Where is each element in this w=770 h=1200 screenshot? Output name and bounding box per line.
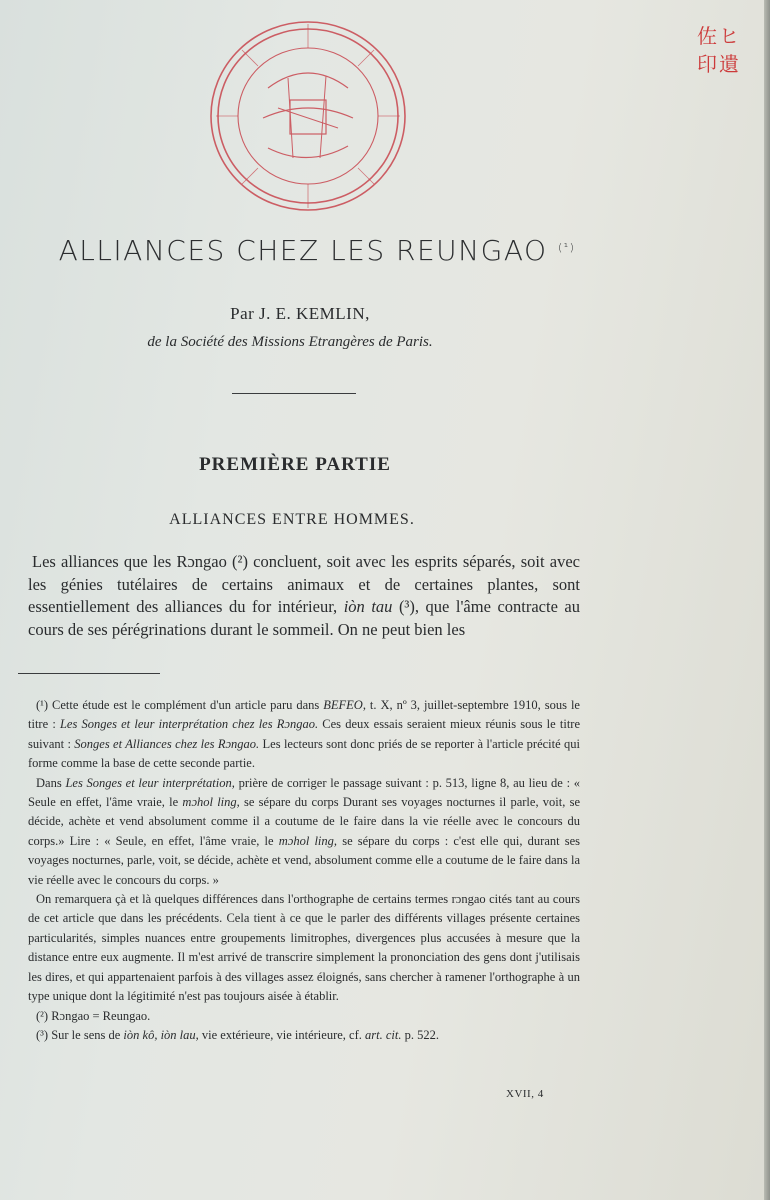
author-affiliation: de la Société des Missions Etrangères de Paris. bbox=[147, 334, 433, 350]
article-title-text: ALLIANCES CHEZ LES REUNGAO bbox=[58, 234, 548, 267]
printer-signature: XVII, 4 bbox=[506, 1088, 544, 1100]
footnote-italic: BEFEO bbox=[323, 698, 363, 712]
author-line: Par J. E. KEMLIN, bbox=[230, 304, 370, 323]
footnote-italic: Les Songes et leur interprétation, bbox=[65, 775, 235, 790]
footnote-text: se sépare du corps Durant ses voyages nocturnes il parle, voit, se décide, achète et vend absolument comme il a coutume de le faire dans la vie réelle avec le concours du corps.» Lire : « Seule, en effet, l'âme vraie, le bbox=[28, 795, 581, 848]
footnote-text: Ces deux essais seraient mieux réunis sous le titre suivant : bbox=[28, 717, 581, 751]
title-divider bbox=[232, 393, 356, 394]
footnote-italic: Les Songes et leur interprétation chez les Rɔngao. bbox=[59, 717, 319, 732]
page-edge-shadow bbox=[764, 0, 770, 1200]
footnote-text: (³) Sur le sens de bbox=[36, 1027, 121, 1042]
part-heading: PREMIÈRE PARTIE bbox=[199, 454, 391, 475]
footnote-text: vie extérieure, vie intérieure, cf. bbox=[201, 1027, 362, 1042]
stamp-line-2: 印遺 bbox=[697, 52, 741, 76]
footnote-italic: Songes et Alliances chez les Rɔngao. bbox=[74, 736, 260, 751]
footnote-italic: mɔhol ling, bbox=[278, 833, 338, 848]
footnote-text: se sépare du corps : c'est elle qui, durant ses voyages nocturnes, parle, voit, se décide, achète et vend, absolument comme elle a coutume de le faire dans la vie réelle avec le concours du corps. » bbox=[28, 833, 581, 887]
footnote-3 bbox=[28, 1026, 580, 1045]
red-ownership-stamp bbox=[686, 22, 752, 82]
footnotes bbox=[28, 696, 580, 1045]
body-term-ion-tau: iòn tau bbox=[343, 597, 393, 616]
footnote-text: , t. X, nº 3, juillet-septembre 1910, sous le titre : bbox=[28, 698, 580, 732]
footnote-text: p. 522. bbox=[404, 1027, 439, 1042]
body-paragraph bbox=[28, 551, 580, 641]
red-library-seal bbox=[208, 18, 408, 214]
body-text-1: Les alliances que les Rɔngao (²) concluent, soit avec les esprits séparés, soit avec les génies tutélaires de certains animaux et de certaines plantes, sont essentiellement des alliances du for intérieur, bbox=[28, 552, 580, 616]
footnote-text: prière de corriger le passage suivant : p. 513, ligne 8, au lieu de : « Seule en effet, l'âme vraie, le bbox=[28, 775, 581, 810]
footnote-italic: mɔhol ling, bbox=[182, 795, 240, 810]
stamp-line-1: 佐ヒ bbox=[697, 24, 741, 48]
footnote-text: Les lecteurs sont donc priés de se reporter à l'article précité qui forme comme la base de cette seconde partie. bbox=[28, 736, 581, 771]
footnote-text: (¹) Cette étude est le complément d'un article paru dans bbox=[36, 698, 320, 712]
footnote-divider bbox=[18, 673, 160, 674]
body-text-2: (³), que l'âme contracte au cours de ses pérégrinations durant le sommeil. On ne peut bien les bbox=[28, 597, 581, 639]
footnote-1-paragraph-3: On remarquera çà et là quelques différences dans l'orthographe de certains termes rɔngao cités tant au cours de cet article que dans les précédents. Cela tient à ce que le parler des différents villages présente certaines particularités, simples nuances entre groupements limitrophes, divergences plus accusées à mesure que la distance entre eux augmente. Il m'est arrivé de transcrire simplement la prononciation des gens dont j'utilisais les dires, et qui appartenaient parfois à des villages assez éloignés, sans chercher à ramener l'orthographe à un type unique dont la légitimité n'est pas toujours aisée à établir. bbox=[28, 892, 580, 1004]
footnote-text: Dans bbox=[36, 775, 62, 790]
footnote-italic: iòn kô, iòn lau, bbox=[123, 1027, 199, 1042]
footnote-2: (²) Rɔngao = Reungao. bbox=[36, 1008, 151, 1023]
article-title bbox=[22, 234, 612, 267]
footnote-1-paragraph-2 bbox=[28, 774, 580, 890]
footnote-italic: art. cit. bbox=[365, 1027, 402, 1042]
footnote-1 bbox=[28, 696, 580, 774]
section-heading: ALLIANCES ENTRE HOMMES. bbox=[169, 511, 415, 528]
title-footnote-mark: (¹) bbox=[557, 241, 576, 254]
